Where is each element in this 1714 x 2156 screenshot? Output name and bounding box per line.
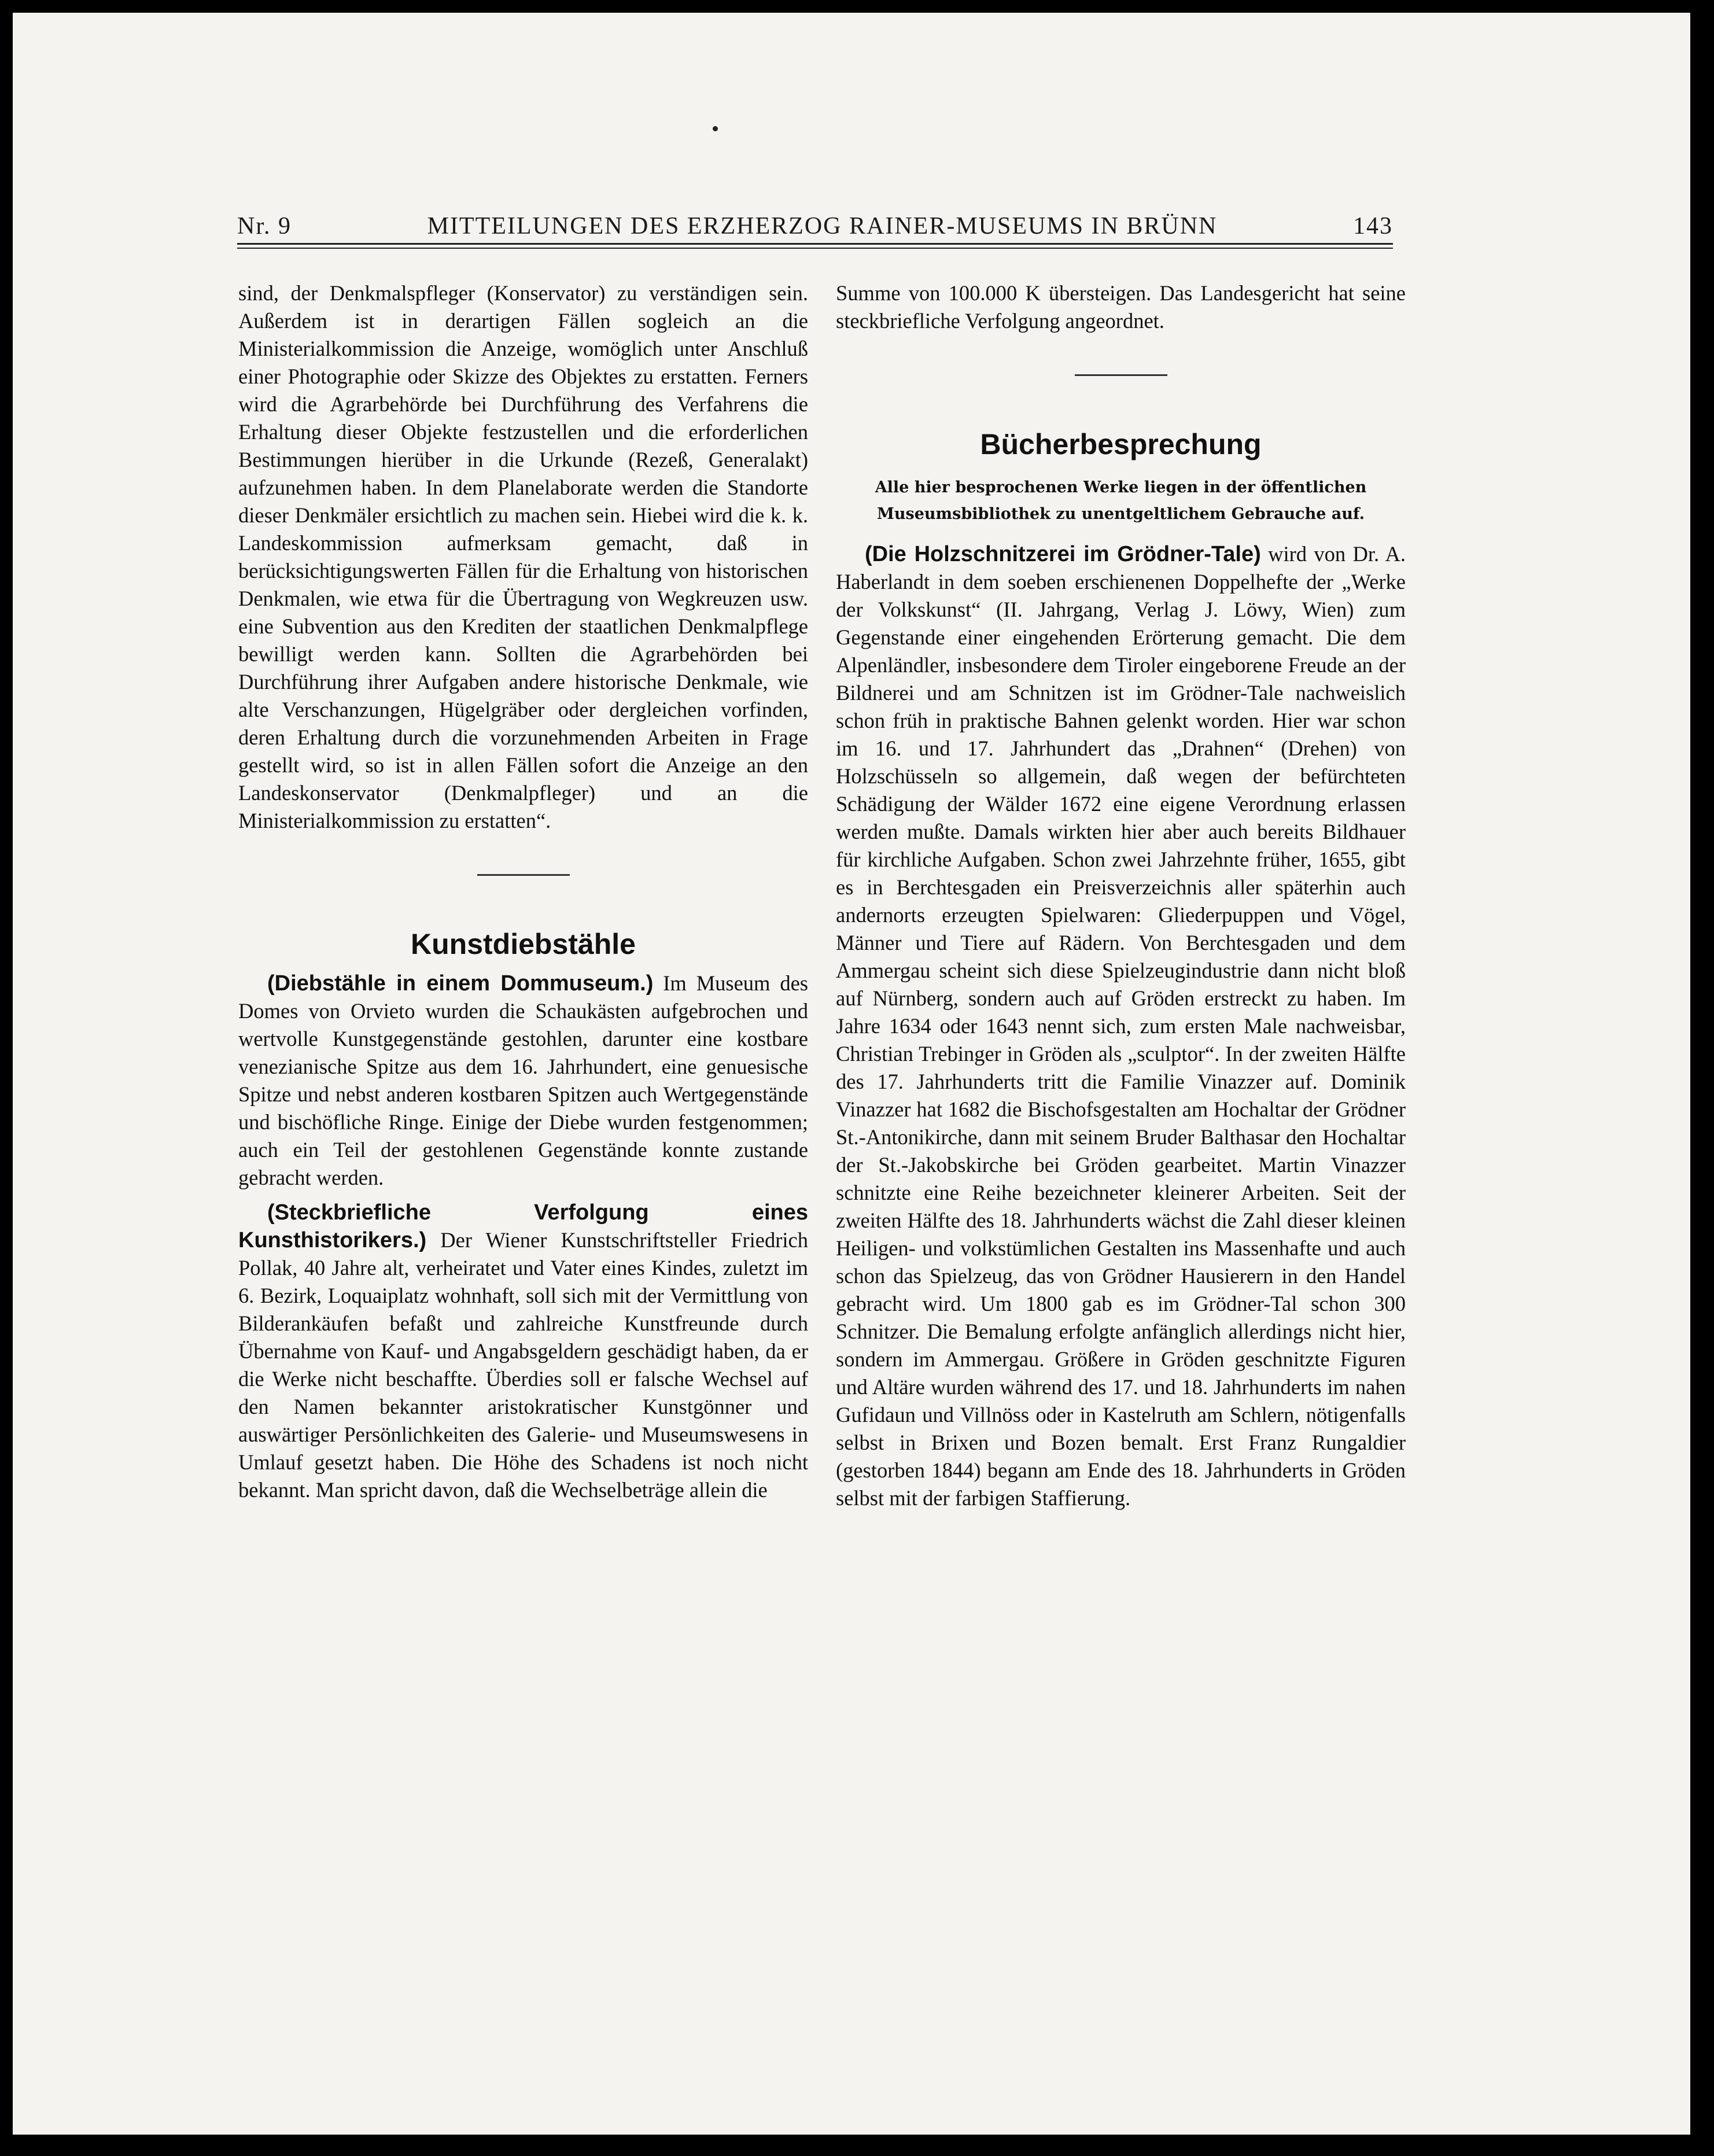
running-header [237, 209, 1393, 243]
article-paragraph [238, 970, 808, 1192]
continued-paragraph-left: sind, der Denkmalspfleger (Konservator) zu verständigen sein. Außerdem ist in derartigen Fällen sogleich an die Ministerialkommission die Anzeige, womöglich unter Anschluß einer Photographie oder Skizze des Objektes zu erstatten. Ferners wird die Agrarbehörde bei Durchführung des Verfahrens die Erhaltung dieser Objekte festzustellen und die erforderlichen Bestimmungen hierüber in die Urkunde (Rezeß, Generalakt) aufzunehmen haben. In dem Planelaborate werden die Standorte dieser Denkmäler ersichtlich zu machen sein. Hiebei wird die k. k. Landeskommission aufmerksam gemacht, daß in berücksichtigungswerten Fällen für die Erhaltung von historischen Denkmalen, wie etwa für die Übertragung von Wegkreuzen usw. eine Subvention aus den Krediten der staatlichen Denkmalpflege bewilligt werden kann. Sollten die Agrarbehörden bei Durchführung ihrer Aufgaben andere historische Denkmale, wie alte Verschanzungen, Hügelgräber oder dergleichen vorfinden, deren Erhaltung durch die vorzunehmenden Arbeiten in Frage gestellt wird, so ist in allen Fällen sofort die Anzeige an den Landeskonservator (Denkmalpfleger) und an die Ministerialkommission zu erstatten“. [238, 281, 808, 832]
section-title-kunstdiebstaehle: Kunstdiebstähle [411, 928, 636, 960]
right-column [836, 279, 1406, 1512]
issue-number: Nr. 9 [237, 213, 292, 239]
article-lead: (Die Holzschnitzerei im Grödner-Tale) [865, 542, 1261, 566]
library-note: Alle hier besprochenen Werke liegen in der öffentlichen Museumsbibliothek zu unentgeltlichem Gebrauche auf. [875, 478, 1367, 523]
article-paragraph [238, 1199, 808, 1504]
journal-title: MITTEILUNGEN DES ERZHERZOG RAINER-MUSEUMS IN BRÜNN [427, 213, 1218, 239]
left-column [238, 279, 808, 1504]
ink-dot [713, 126, 718, 131]
page-number: 143 [1352, 213, 1393, 239]
article-body: Im Museum des Domes von Orvieto wurden die Schaukästen aufgebrochen und wertvolle Kunstgegenstände gestohlen, darunter eine kostbare venezianische Spitze aus dem 16. Jahrhundert, eine genuesische Spitze und nebst anderen kostbaren Spitzen auch Wertgegenstände und bischöfliche Ringe. Einige der Diebe wurden festgenommen; auch ein Teil der gestohlenen Gegenstände konnte zustande gebracht werden. [238, 971, 809, 1189]
section-title-buecherbesprechung: Bücherbesprechung [980, 428, 1262, 460]
continued-paragraph-right: Summe von 100.000 K übersteigen. Das Landesgericht hat seine steckbriefliche Verfolgung angeordnet. [836, 281, 1406, 333]
article-body: wird von Dr. A. Haberlandt in dem soeben erschienenen Doppelhefte der „Werke der Volkskunst“ (II. Jahrgang, Verlag J. Löwy, Wien) zum Gegenstande einer eingehenden Erörterung gemacht. Die dem Alpenländler, insbesondere dem Tiroler eingeborene Freude an der Bildnerei und am Schnitzen ist im Grödner-Tale nachweislich schon früh in praktische Bahnen gelenkt worden. Hier war schon im 16. und 17. Jahrhundert das „Drahnen“ (Drehen) von Holzschüsseln so allgemein, daß wegen der befürchteten Schädigung der Wälder 1672 eine eigene Verordnung erlassen werden mußte. Damals wirkten hier aber auch bereits Bildhauer für kirchliche Aufgaben. Schon zwei Jahrzehnte früher, 1655, gibt es in Berchtesgaden ein Preisverzeichnis aller späterhin auch andernorts erzeugten Spielwaren: Gliederpuppen und Vögel, Männer und Tiere auf Rädern. Von Berchtesgaden und dem Ammergau scheint sich diese Spielzeugindustrie dann nicht bloß auf Nürnberg, sondern auch auf Gröden erstreckt zu haben. Im Jahre 1634 oder 1643 nennt sich, zum ersten Male nachweisbar, Christian Trebinger in Gröden als „sculptor“. In der zweiten Hälfte des 17. Jahrhunderts tritt die Familie Vinazzer auf. Dominik Vinazzer hat 1682 die Bischofsgestalten am Hochaltar der Grödner St.-Antonikirche, dann mit seinem Bruder Balthasar den Hochaltar der St.-Jakobskirche bei Gröden gearbeitet. Martin Vinazzer schnitzte eine Reihe bezeichneter kleinerer Arbeiten. Seit der zweiten Hälfte des 18. Jahrhunderts wächst die Zahl dieser kleinen Heiligen- und volkstümlichen Gestalten ins Massenhafte und auch schon das Spielzeug, das von Grödner Hausierern in den Handel gebracht wird. Um 1800 gab es im Grödner-Tal schon 300 Schnitzer. Die Bemalung erfolgte anfänglich allerdings nicht hier, sondern im Ammergau. Größere in Gröden geschnitzte Figuren und Altäre wurden während des 17. und 18. Jahrhunderts im nahen Gufidaun und Villnöss oder in Kastelruth am Schlern, nötigenfalls selbst in Brixen und Bozen bemalt. Erst Franz Rungaldier (gestorben 1844) begann am Ende des 18. Jahrhunderts in Gröden selbst mit der farbigen Staffierung. [836, 542, 1406, 1510]
article-body: Der Wiener Kunstschriftsteller Friedrich Pollak, 40 Jahre alt, verheiratet und Vater eines Kindes, zuletzt im 6. Bezirk, Loquaiplatz wohnhaft, soll sich mit der Vermittlung von Bilderankäufen befaßt und zahlreiche Kunstfreunde durch Übernahme von Kauf- und Angabsgeldern geschädigt haben, da er die Werke nicht beschaffte. Überdies soll er falsche Wechsel auf den Namen bekannter aristokratischer Kunstgönner und auswärtiger Persönlichkeiten des Galerie- und Museumswesens in Umlauf gesetzt haben. Die Höhe des Schadens ist noch nicht bekannt. Man spricht davon, daß die Wechselbeträge allein die [238, 1228, 809, 1502]
header-rule-bottom [237, 248, 1393, 249]
article-paragraph [836, 540, 1406, 1512]
article-lead: (Steckbriefliche Verfolgung eines Kunsthistorikers.) [238, 1200, 808, 1252]
article-lead: (Diebstähle in einem Dommuseum.) [267, 971, 654, 996]
header-rule-top [237, 243, 1393, 245]
